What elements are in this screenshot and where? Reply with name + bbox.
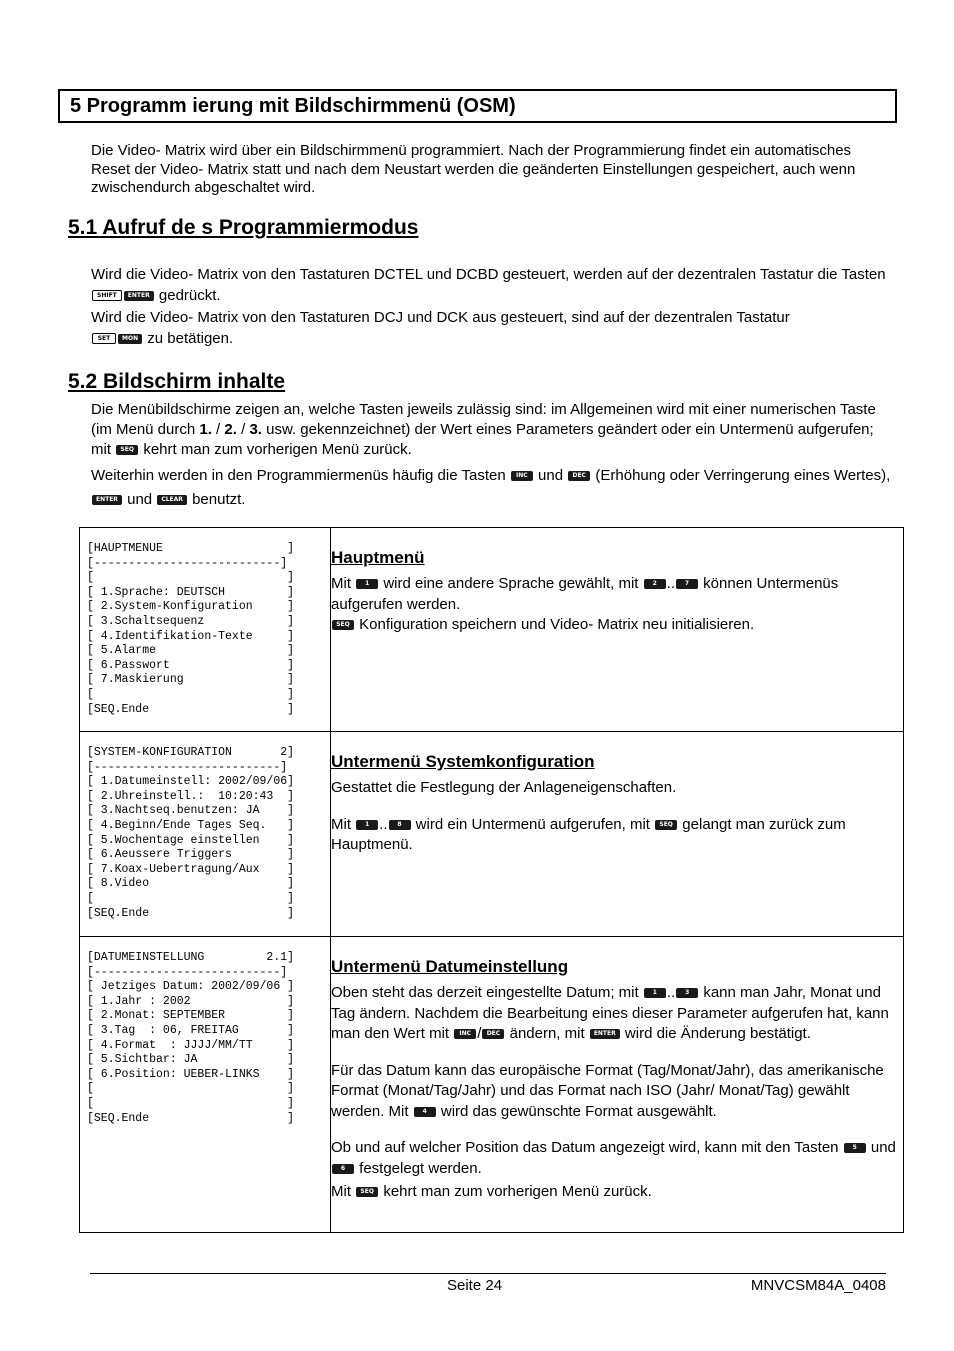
key-1-icon: 1 bbox=[644, 988, 666, 998]
menu-title: Untermenü Datumeinstellung bbox=[331, 957, 569, 976]
text-span: (Erhöhung oder Verringerung eines Wertes), bbox=[591, 467, 891, 484]
chapter-title: 5 Programm ierung mit Bildschirmmenü (OSM) bbox=[70, 95, 516, 117]
section-5-1-heading: 5.1 Aufruf de s Programmiermodus bbox=[68, 216, 419, 239]
text-span: / bbox=[477, 1025, 482, 1042]
menu-text bbox=[331, 574, 903, 636]
menu-title: Hauptmenü bbox=[331, 548, 425, 567]
bold-text: 2. bbox=[224, 421, 237, 438]
inc-key-icon: INC bbox=[511, 471, 533, 481]
menu-description-cell bbox=[331, 528, 904, 732]
enter-key-icon: ENTER bbox=[124, 291, 154, 301]
menu-text bbox=[331, 1182, 903, 1203]
menu-row-hauptmenue bbox=[80, 528, 904, 732]
text-span: gedrückt. bbox=[154, 286, 221, 304]
text-span: und bbox=[866, 1139, 896, 1156]
dec-key-icon: DEC bbox=[568, 471, 590, 481]
text-span: Die Menübildschirme zeigen an, welche Tasten jeweils zulässig sind: im Allgemeinen wird mit einer numerischen Taste (im Menü durch bbox=[91, 401, 876, 438]
mon-key-icon: MON bbox=[118, 334, 142, 344]
menu-screen-cell bbox=[80, 732, 331, 937]
key-1-icon: 1 bbox=[356, 579, 378, 589]
text-span: festgelegt werden. bbox=[355, 1159, 482, 1177]
text-span: wird die Änderung bestätigt. bbox=[620, 1025, 811, 1042]
section-5-1-text bbox=[91, 265, 891, 349]
text-span: gelangt man zurück zum Hauptmenü. bbox=[331, 815, 846, 853]
text-span: und bbox=[533, 467, 568, 484]
menu-text bbox=[331, 1138, 903, 1179]
shift-key-icon: SHIFT bbox=[92, 290, 122, 301]
text-span: Oben steht das derzeit eingestellte Datum; mit bbox=[331, 984, 643, 1001]
text-span: Mit bbox=[331, 815, 356, 833]
section-5-1-p2 bbox=[91, 308, 891, 349]
section-5-2-p1 bbox=[91, 400, 891, 460]
key-1-icon: 1 bbox=[356, 820, 378, 830]
menu-text bbox=[331, 1061, 903, 1123]
text-span: Konfiguration speichern und Video- Matrix neu initialisieren. bbox=[355, 616, 755, 633]
chapter-title-box bbox=[58, 89, 897, 123]
text-span: / bbox=[236, 421, 250, 438]
text-span: .. bbox=[379, 815, 388, 833]
key-8-icon: 8 bbox=[389, 820, 411, 830]
menu-row-systemkonfiguration bbox=[80, 732, 904, 937]
footer-divider bbox=[90, 1273, 886, 1274]
text-span: wird ein Untermenü aufgerufen, mit bbox=[411, 815, 655, 833]
text-span: Mit bbox=[331, 1183, 356, 1200]
key-3-icon: 3 bbox=[676, 988, 698, 998]
menu-screen-cell bbox=[80, 937, 331, 1233]
text-span: Ob und auf welcher Position das Datum angezeigt wird, kann mit den Tasten bbox=[331, 1139, 843, 1156]
menu-description-cell bbox=[331, 937, 904, 1233]
menu-description-cell bbox=[331, 732, 904, 937]
section-5-2-text bbox=[91, 400, 891, 512]
menu-row-datumeinstellung bbox=[80, 937, 904, 1233]
key-6-icon: 6 bbox=[332, 1164, 354, 1174]
text-span: / bbox=[211, 421, 225, 438]
dec-key-icon: DEC bbox=[482, 1029, 504, 1039]
menu-title: Untermenü Systemkonfiguration bbox=[331, 752, 595, 771]
text-span: kann man Jahr, Monat und Tag ändern. Nachdem die Bearbeitung eines dieser Parameter aufgerufen hat, kann man den Wert mit bbox=[331, 984, 889, 1042]
seq-key-icon: SEQ bbox=[655, 820, 677, 830]
seq-key-icon: SEQ bbox=[332, 620, 354, 630]
key-5-icon: 5 bbox=[844, 1143, 866, 1153]
osm-screen-hauptmenue: [HAUPTMENUE ] [---------------------------] [ ] [ 1.Sprache: DEUTSCH ] [ 2.System-Konfiguration ] [ 3.Schaltsequenz ] [ 4.Identifikation-Texte ] [ 5.Alarme ] [ 6.Passwort ] [ 7.Maskierung ] [ ] [SEQ.Ende ] bbox=[87, 542, 295, 716]
intro-paragraph: Die Video- Matrix wird über ein Bildschirmmenü programmiert. Nach der Programmierung findet ein automatisches Reset der Video- Matrix statt und nach dem Neustart werden die geänderten Einstellungen gespeichert, auch wenn zwischendurch abgeschaltet wird. bbox=[91, 142, 856, 196]
text-span: Wird die Video- Matrix von den Tastaturen DCJ und DCK aus gesteuert, sind auf der dezentralen Tastatur bbox=[91, 309, 790, 326]
menu-screen-cell bbox=[80, 528, 331, 732]
key-4-icon: 4 bbox=[414, 1107, 436, 1117]
bold-text: 3. bbox=[249, 421, 262, 438]
text-span: .. bbox=[666, 984, 676, 1001]
text-span: können Untermenüs aufgerufen werden. bbox=[331, 575, 839, 613]
footer-page-number: Seite 24 bbox=[447, 1277, 503, 1294]
text-span: kehrt man zum vorherigen Menü zurück. bbox=[139, 441, 412, 458]
text-span: Für das Datum kann das europäische Format (Tag/Monat/Jahr), das amerikanische Format (Monat/Tag/Jahr) und das Format nach ISO (Jahr/ Monat/Tag) gewählt werden. Mit bbox=[331, 1061, 884, 1120]
menu-table bbox=[79, 527, 904, 1233]
text-span: ändern, mit bbox=[505, 1025, 589, 1042]
text-span: wird das gewünschte Format ausgewählt. bbox=[436, 1102, 717, 1120]
spacer bbox=[331, 1045, 903, 1061]
section-5-2-heading: 5.2 Bildschirm inhalte bbox=[68, 370, 286, 393]
spacer bbox=[331, 1122, 903, 1138]
bold-text: 1. bbox=[199, 421, 212, 438]
clear-key-icon: CLEAR bbox=[157, 495, 187, 505]
menu-text: Gestattet die Festlegung der Anlageneigenschaften. bbox=[331, 779, 677, 796]
footer-document-code: MNVCSM84A_0408 bbox=[750, 1277, 886, 1294]
inc-key-icon: INC bbox=[454, 1029, 476, 1039]
text-span: Wird die Video- Matrix von den Tastaturen DCTEL und DCBD gesteuert, werden auf der dezentralen Tastatur die Tasten bbox=[91, 266, 886, 283]
seq-key-icon: SEQ bbox=[116, 445, 138, 455]
enter-key-icon: ENTER bbox=[590, 1029, 620, 1039]
text-span: zu betätigen. bbox=[143, 329, 234, 347]
key-2-icon: 2 bbox=[644, 579, 666, 589]
text-span: und bbox=[122, 491, 157, 508]
text-span: Weiterhin werden in den Programmiermenüs häufig die Tasten bbox=[91, 467, 510, 484]
text-span: usw. gekennzeichnet) der Wert eines Parameters geändert oder ein Untermenü aufgerufen; mit bbox=[91, 421, 874, 458]
section-5-2-p2 bbox=[91, 464, 891, 512]
seq-key-icon: SEQ bbox=[356, 1187, 378, 1197]
menu-text bbox=[331, 983, 903, 1045]
text-span: kehrt man zum vorherigen Menü zurück. bbox=[379, 1183, 652, 1200]
enter-key-icon: ENTER bbox=[92, 495, 122, 505]
spacer bbox=[331, 799, 903, 815]
text-span: benutzt. bbox=[187, 491, 246, 508]
text-span: Mit bbox=[331, 575, 356, 592]
osm-screen-datumeinstellung: [DATUMEINSTELLUNG 2.1] [---------------------------] [ Jetziges Datum: 2002/09/06 ] [ 1.Jahr : 2002 ] [ 2.Monat: SEPTEMBER ] [ 3.Tag : 06, FREITAG ] [ 4.Format : JJJJ/MM/TT ] [ 5.Sichtbar: JA ] [ 6.Position: UEBER-LINKS ] [ ] [ ] [SEQ.Ende ] bbox=[87, 951, 295, 1125]
section-5-1-p1 bbox=[91, 265, 891, 306]
osm-screen-systemkonfiguration: [SYSTEM-KONFIGURATION 2] [---------------------------] [ 1.Datumeinstell: 2002/09/06] [ 2.Uhreinstell.: 10:20:43 ] [ 3.Nachtseq.benutzen: JA ] [ 4.Beginn/Ende Tages Seq. ] [ 5.Wochentage einstellen ] [ 6.Aeussere Triggers ] [ 7.Koax-Uebertragung/Aux ] [ 8.Video ] [ ] [SEQ.Ende ] bbox=[87, 746, 295, 920]
text-span: wird eine andere Sprache gewählt, mit bbox=[379, 575, 643, 592]
set-key-icon: SET bbox=[92, 333, 116, 344]
text-span: .. bbox=[666, 575, 675, 592]
menu-text bbox=[331, 815, 903, 856]
key-7-icon: 7 bbox=[676, 579, 698, 589]
